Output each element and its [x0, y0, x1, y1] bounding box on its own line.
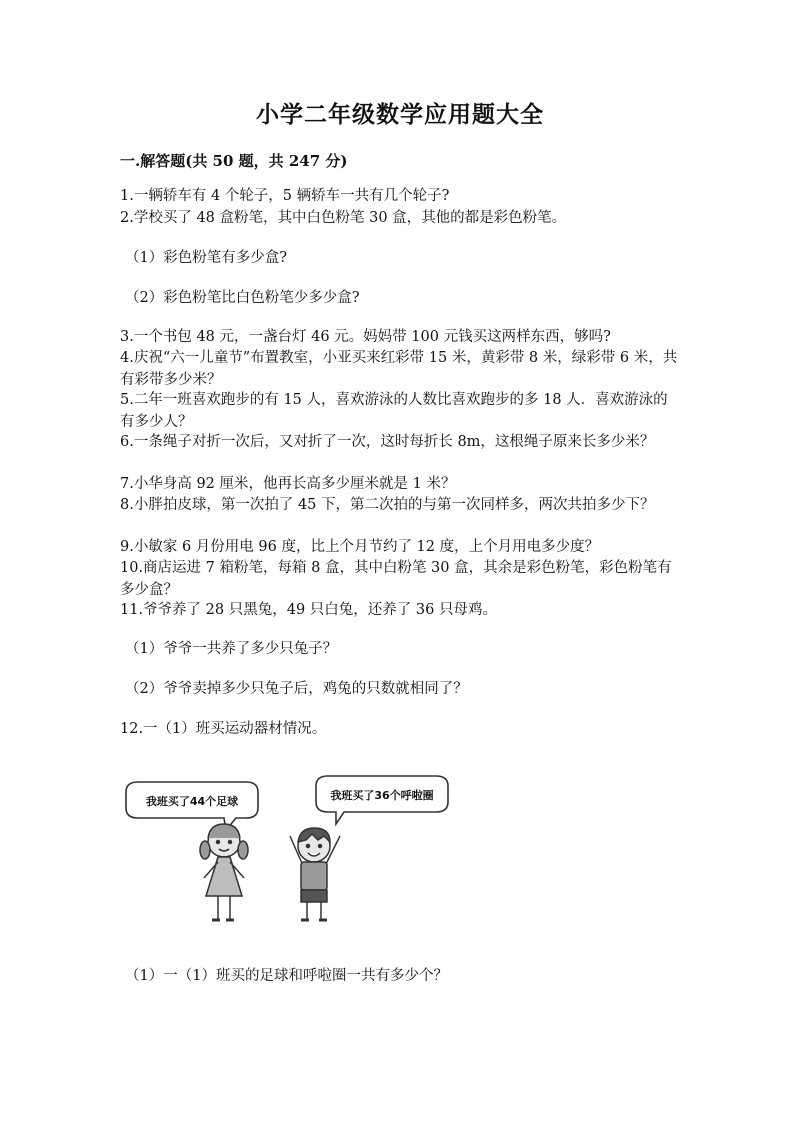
boy-bubble-text: 我班买了36个呼啦圈 — [330, 789, 434, 802]
section-title: 一.解答题(共 50 题，共 247 分) — [120, 152, 348, 170]
question-11: 11.爷爷养了 28 只黑兔，49 只白兔，还养了 36 只母鸡。 — [120, 602, 497, 618]
question-7: 7.小华身高 92 厘米，他再长高多少厘米就是 1 米？ — [120, 476, 456, 492]
question-9: 9.小敏家 6 月份用电 96 度，比上个月节约了 12 度，上个月用电多少度？ — [120, 539, 600, 555]
girl-speech-bubble — [126, 782, 258, 830]
question-4: 4.庆祝“六一儿童节”布置教室，小亚买来红彩带 15 米，黄彩带 8 米，绿彩带 6 米，共有彩带多少米？ — [120, 350, 678, 388]
question-2-part-2: （2）彩色粉笔比白色粉笔少多少盒? — [125, 290, 360, 306]
question-10: 10.商店运进 7 箱粉笔，每箱 8 盒，其中白粉笔 30 盒，其余是彩色粉笔，彩色粉笔有多少盒？ — [120, 560, 672, 598]
children-illustration — [118, 772, 458, 932]
question-12-part-1: （1）一（1）班买的足球和呼啦圈一共有多少个？ — [125, 968, 448, 984]
girl-bubble-text: 我班买了44个足球 — [145, 795, 239, 808]
question-8: 8.小胖拍皮球，第一次拍了 45 下，第二次拍的与第一次同样多，两次共拍多少下？ — [120, 497, 655, 513]
question-6: 6.一条绳子对折一次后，又对折了一次，这时每折长 8m，这根绳子原来长多少米？ — [120, 434, 655, 450]
question-2: 2.学校买了 48 盒粉笔，其中白色粉笔 30 盒，其他的都是彩色粉笔。 — [120, 210, 567, 226]
boy-speech-bubble — [316, 776, 448, 824]
question-2-part-1: （1）彩色粉笔有多少盒? — [125, 250, 287, 266]
question-11-part-1: （1）爷爷一共养了多少只兔子？ — [125, 641, 338, 657]
question-1: 1.一辆轿车有 4 个轮子，5 辆轿车一共有几个轮子? — [120, 188, 450, 204]
question-11-part-2: （2）爷爷卖掉多少只兔子后，鸡兔的只数就相同了？ — [125, 681, 468, 697]
question-5: 5.二年一班喜欢跑步的有 15 人，喜欢游泳的人数比喜欢跑步的多 18 人．喜欢游泳的有多少人？ — [120, 392, 668, 430]
boy-figure — [290, 828, 340, 920]
question-12: 12.一（1）班买运动器材情况。 — [120, 721, 327, 737]
question-3: 3.一个书包 48 元，一盏台灯 46 元。妈妈带 100 元钱买这两样东西，够吗? — [120, 329, 611, 345]
page-title: 小学二年级数学应用题大全 — [256, 101, 544, 128]
girl-figure — [200, 824, 248, 920]
